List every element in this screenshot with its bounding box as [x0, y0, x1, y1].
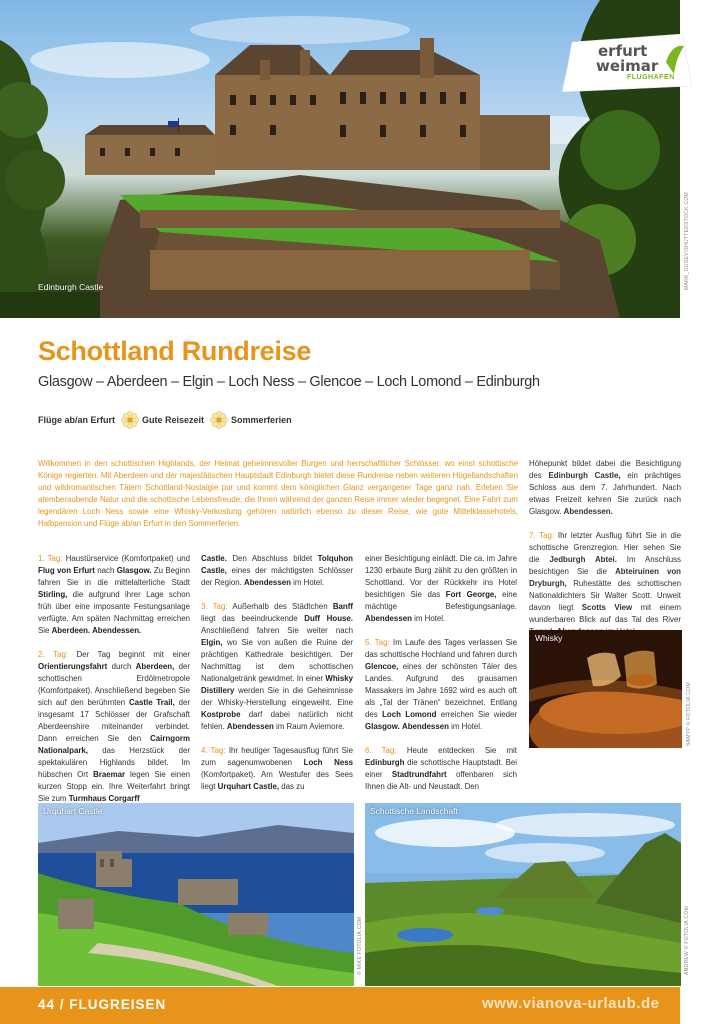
logo-text-erfurt: erfurt	[598, 42, 648, 60]
feature-summer: Sommerferien	[231, 415, 292, 425]
urquhart-credit: © MIKE FOTOLIA.COM	[357, 916, 363, 975]
intro-text: Willkommen in den schottischen Highlands, der Heimat geheimnisvoller Burgen und herrschaftlicher Schlösser, wo einst schottische Könige regierten. Mit Aberdeen und der majestätischen Hauptstadt Edinburgh bietet diese Rundreise neben weiteren Hügellandschaften und wildromantischen Tälern Schottland-Nostalgie pur und kommt dem königlichen Glanz vergangener Tage ganz nah. Erleben Sie atemberaubende Natur und die schottische Lebensfreude, die Ihnen während der ganzen Reise immer wieder begegnet. Eine Fahrt zum legendären Loch Ness sowie eine Whisky-Verkostung gehören natürlich ebenso zu dieser Reise, wie gute Mittelklassehotels, Halbpension und Flüge ab/an Erfurt in den Sommerferien.	[38, 459, 518, 528]
footer-website-link[interactable]: www.vianova-urlaub.de	[482, 995, 660, 1012]
day-5: 5. Tag: Im Laufe des Tages verlassen Sie das schottische Hochland und fahren durch Glencoe, eines der schönsten Täler des Landes. Aufgrund des grausamen Massakers im Jahre 1692 wird es auch oft als „Tal der Tränen“ bezeichnet. Entlang des Loch Lomond erreichen Sie wieder Glasgow. Abendessen im Hotel.	[365, 638, 518, 731]
feature-flights: Flüge ab/an Erfurt	[38, 415, 116, 425]
footer-page-number: 44 / FLUGREISEN	[38, 997, 167, 1012]
day-label: 2. Tag:	[38, 650, 68, 659]
whisky-caption: Whisky	[535, 633, 563, 643]
column-1	[38, 553, 190, 817]
day-label: 6. Tag:	[365, 746, 397, 755]
flower-icon	[121, 411, 139, 429]
day-label: 7. Tag:	[529, 531, 555, 540]
day-label: 1. Tag:	[38, 554, 63, 563]
day-4: 4. Tag: Ihr heutiger Tagesausflug führt Sie zum sagenumwobenen Loch Ness (Komfortpaket). Am Westufer des Sees liegt Urquhart Castle, das zu	[201, 746, 354, 791]
landscape-caption: Schottische Landschaft	[370, 806, 458, 816]
landscape-illustration	[365, 803, 681, 986]
photo-whisky	[529, 630, 682, 748]
hero-caption: Edinburgh Castle	[38, 282, 104, 292]
day-label: 4. Tag:	[201, 746, 226, 755]
column-2	[201, 553, 353, 805]
day-6: 6. Tag: Heute entdecken Sie mit Edinburgh die schottische Hauptstadt. Bei einer Stadtrundfahrt offenbaren sich Ihnen die Alt- und Neustadt. Den	[365, 746, 517, 791]
feature-list	[38, 411, 292, 429]
logo-text-weimar: weimar	[596, 57, 659, 75]
day-1: 1. Tag: Haustürservice (Komfortpaket) und Flug von Erfurt nach Glasgow. Zu Beginn fahren Sie in die mittelalterliche Stadt Stirling, die aufgrund ihrer Lage schon früh über eine imposante Festungsanlage verfügte. Am späten Nachmittag erreichen Sie Aberdeen. Abendessen.	[38, 554, 191, 635]
column-3	[365, 553, 517, 805]
day-label: 3. Tag:	[201, 602, 228, 611]
hero-credit: MARK_GUSEV/SHUTTERSTOCK.COM	[684, 191, 690, 290]
whisky-illustration	[529, 630, 682, 748]
urquhart-caption: Urquhart Castle	[43, 806, 103, 816]
day-6-cont: Höhepunkt bildet dabei die Besichtigung des Edinburgh Castle, ein prächtiges Schloss aus dem 7. Jahrhundert. Nach etwas Freizeit kehren Sie zurück nach Glasgow. Abendessen.	[529, 459, 681, 516]
photo-urquhart-castle	[38, 803, 354, 986]
day-2: 2. Tag: Der Tag beginnt mit einer Orientierungsfahrt durch Aberdeen, der schottischen Erdölmetropole (Komfortpaket). Anschließend begeben Sie sich auf den berühmten Castle Trail, der insgesamt 17 Schlösser der Grafschaft Aberdeenshire miteinander verbindet. Dann erreichen Sie den Cairngorm Nationalpark, das Herzstück der spektakulären Highlands bildet. Im hübschen Ort Braemar legen Sie einen kurzen Stopp ein. Ihre Weiterfahrt bringt Sie zum Turmhaus Corgarff	[38, 650, 190, 803]
day-7: 7. Tag: Ihr letzter Ausflug führt Sie in die schottische Grenzregion. Hier sehen Sie die Jedburgh Abtei. Im Anschluss besichtigen Sie die Abteiruinen von Dryburgh, Ruhestätte des schottischen Nationaldichters Sir Walter Scott. Unweit davon liegt Scotts View mit einem wunderbaren Blick auf das Tal des River	[529, 531, 682, 624]
day-label: 5. Tag:	[365, 638, 390, 647]
photo-scottish-landscape	[365, 803, 681, 986]
logo-text-flughafen: FLUGHAFEN	[627, 74, 675, 81]
page-title: Schottland Rundreise	[38, 336, 312, 366]
flower-icon	[210, 411, 228, 429]
whisky-credit: SAMYP © FOTOLIA.COM	[686, 682, 692, 746]
day-3: 3. Tag: Außerhalb des Städtchen Banff liegt das beeindruckende Duff House. Anschließend fahren Sie weiter nach Elgin, wo Sie von außen die Ruine der prächtigen Kathedrale besichtigen. Der Nachmittag ist dem schottischen Nationalgetränk gewidmet. In einer Whisky Distillery werden Sie in die Geheimnisse der Whisky-Herstellung eingeweiht. Eine Kostprobe darf dabei natürlich nicht fehlen. Abendessen im Raum Aviemore.	[201, 602, 354, 731]
column-4	[529, 458, 681, 650]
day-4-cont: einer Besichtigung einlädt. Die ca. im Jahre 1230 erbaute Burg zählt zu den größten in Schottland. Vor der Rückkehr ins Hotel besichtigen Sie das Fort George, eine mächtige Befestigungsanlage. Abendessen im Hotel.	[365, 554, 517, 623]
feature-season: Gute Reisezeit	[142, 415, 205, 425]
page-subtitle: Glasgow – Aberdeen – Elgin – Loch Ness – Glencoe – Loch Lomond – Edinburgh	[38, 374, 540, 390]
landscape-credit: ANDREW © FOTOLIA.COM	[684, 905, 690, 975]
urquhart-illustration	[38, 803, 354, 986]
day-2-cont: Castle. Den Abschluss bildet Tolquhon Castle, eines der mächtigsten Schlösser der Region. Abendessen im Hotel.	[201, 554, 353, 587]
